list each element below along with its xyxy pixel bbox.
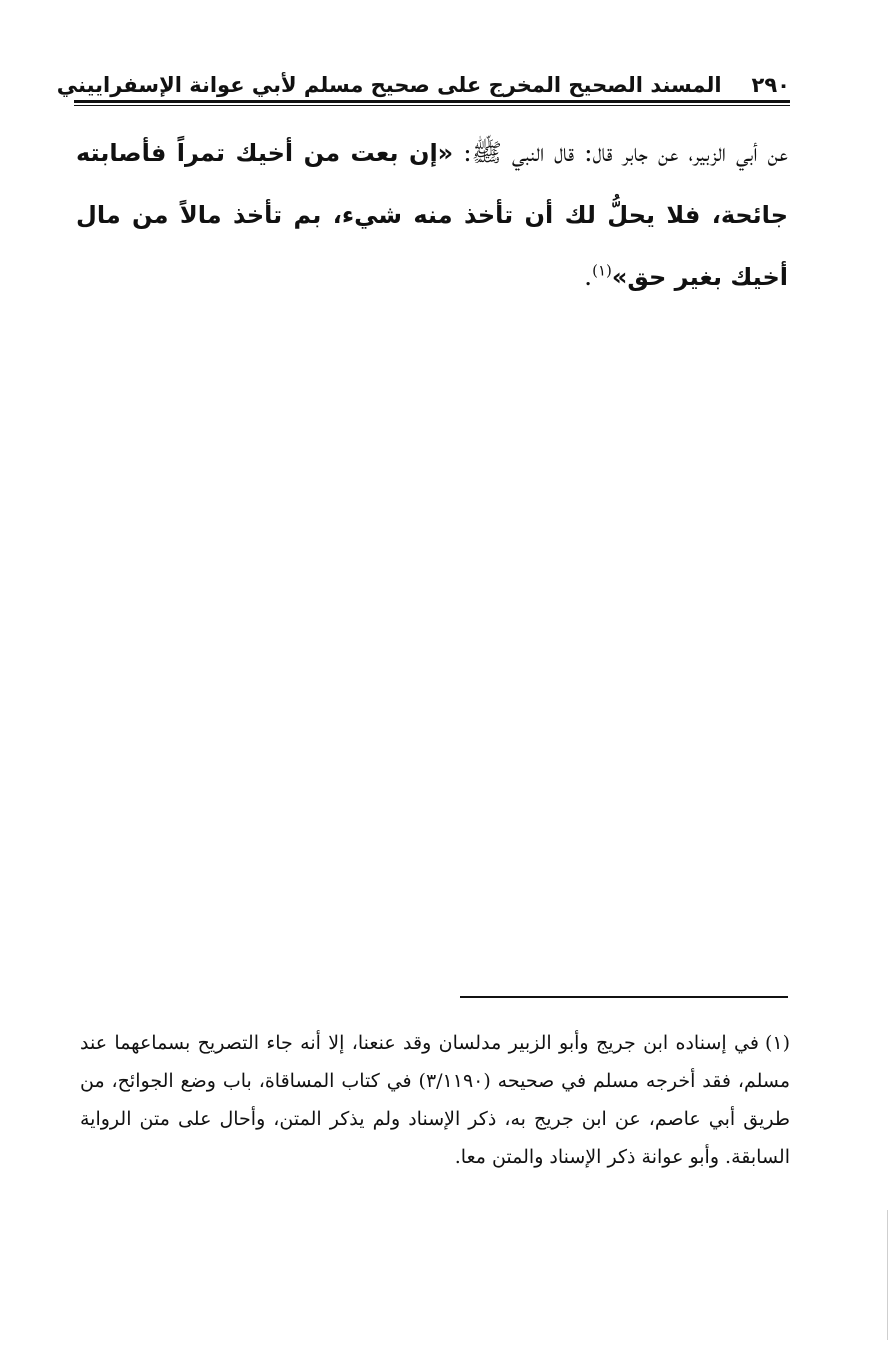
scan-edge-mark <box>887 1210 888 1340</box>
sentence-end: . <box>584 262 593 291</box>
isnad-chain: عن أبي الزبير، عن جابر قال: قال النبي ﷺ: <box>453 138 788 167</box>
footnote-mark: (١) <box>764 1032 790 1054</box>
footnote-reference[interactable]: (١) <box>592 261 612 280</box>
page-header <box>56 66 790 100</box>
footnote <box>80 1024 790 1176</box>
hadith-text: «إن بعت من أخيك تمراً فأصابته جائحة، فلا يحلُّ لك أن تأخذ منه شيء، بم تأخذ مالاً من مال أخيك بغير حق» <box>76 139 788 291</box>
footnotes-section <box>80 1024 790 1176</box>
hadith-paragraph <box>76 122 788 308</box>
header-rule <box>74 100 790 103</box>
header-rule-thin <box>74 105 790 106</box>
page-number: ٢٩٠ <box>751 73 790 97</box>
footnote-text: في إسناده ابن جريج وأبو الزبير مدلسان وقد عنعنا، إلا أنه جاء التصريح بسماعهما عند مسلم، فقد أخرجه مسلم في صحيحه (٣/١١٩٠) في كتاب المساقاة، باب وضع الجوائح، من طريق أبي عاصم، عن ابن جريج به، ذكر الإسناد ولم يذكر المتن، وأحال على متن الرواية السابقة. وأبو عوانة ذكر الإسناد والمتن معا. <box>80 1032 791 1168</box>
footnote-separator <box>460 996 788 998</box>
running-title: المسند الصحيح المخرج على صحيح مسلم لأبي عوانة الإسفراييني <box>56 73 722 97</box>
